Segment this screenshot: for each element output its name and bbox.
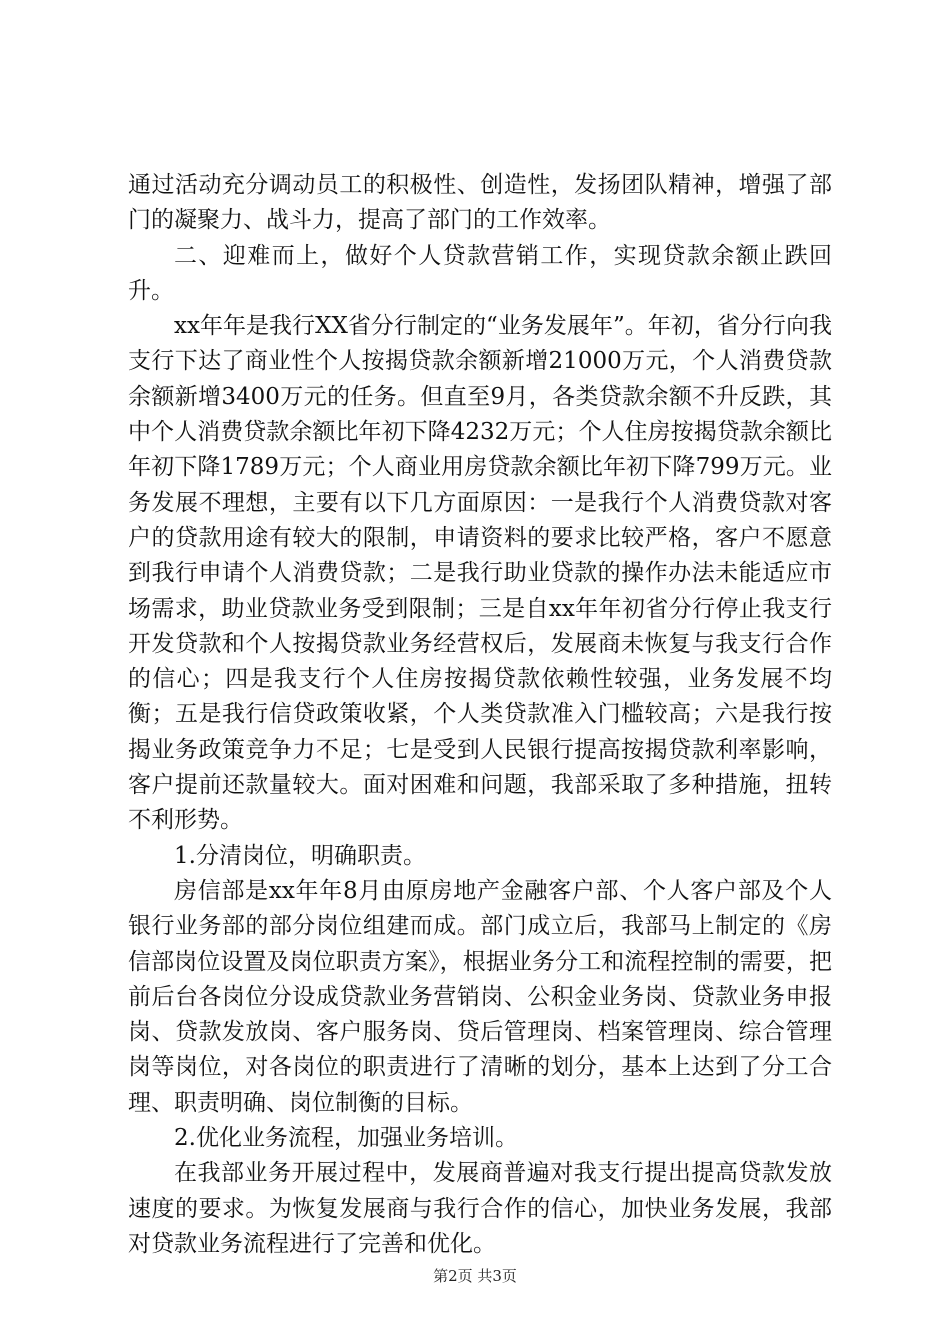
paragraph-process: 在我部业务开展过程中，发展商普遍对我支行提出提高贷款发放速度的要求。为恢复发展商与我行合作的信心，加快业务发展，我部对贷款业务流程进行了完善和优化。 <box>128 1160 832 1257</box>
paragraph-department: 房信部是xx年年8月由原房地产金融客户部、个人客户部及个人银行业务部的部分岗位组建而成。部门成立后，我部马上制定的《房信部岗位设置及岗位职责方案》，根据业务分工和流程控制的需要，把前后台各岗位分设成贷款业务营销岗、公积金业务岗、贷款业务申报岗、贷款发放岗、客户服务岗、贷后管理岗、档案管理岗、综合管理岗等岗位，对各岗位的职责进行了清晰的划分，基本上达到了分工合理、职责明确、岗位制衡的目标。 <box>128 877 832 1116</box>
subheading-1: 1.分清岗位，明确职责。 <box>174 842 426 869</box>
document-body <box>128 168 832 1262</box>
page-number-footer: 第2页 共3页 <box>433 1267 517 1285</box>
paragraph-continuation: 通过活动充分调动员工的积极性、创造性，发扬团队精神，增强了部门的凝聚力、战斗力，提高了部门的工作效率。 <box>128 172 832 234</box>
section-heading-2: 二、迎难而上，做好个人贷款营销工作，实现贷款余额止跌回升。 <box>128 242 832 304</box>
paragraph-background: xx年年是我行XX省分行制定的“业务发展年”。年初，省分行向我支行下达了商业性个人按揭贷款余额新增21000万元，个人消费贷款余额新增3400万元的任务。但直至9月，各类贷款余额不升反跌，其中个人消费贷款余额比年初下降4232万元；个人住房按揭贷款余额比年初下降1789万元；个人商业用房贷款余额比年初下降799万元。业务发展不理想，主要有以下几方面原因：一是我行个人消费贷款对客户的贷款用途有较大的限制，申请资料的要求比较严格，客户不愿意到我行申请个人消费贷款；二是我行助业贷款的操作办法未能适应市场需求，助业贷款业务受到限制；三是自xx年年初省分行停止我支行开发贷款和个人按揭贷款业务经营权后，发展商未恢复与我支行合作的信心；四是我支行个人住房按揭贷款依赖性较强，业务发展不均衡；五是我行信贷政策收紧，个人类贷款准入门槛较高；六是我行按揭业务政策竞争力不足；七是受到人民银行提高按揭贷款利率影响，客户提前还款量较大。面对困难和问题，我部采取了多种措施，扭转不利形势。 <box>128 313 832 834</box>
subheading-2: 2.优化业务流程，加强业务培训。 <box>174 1125 518 1152</box>
